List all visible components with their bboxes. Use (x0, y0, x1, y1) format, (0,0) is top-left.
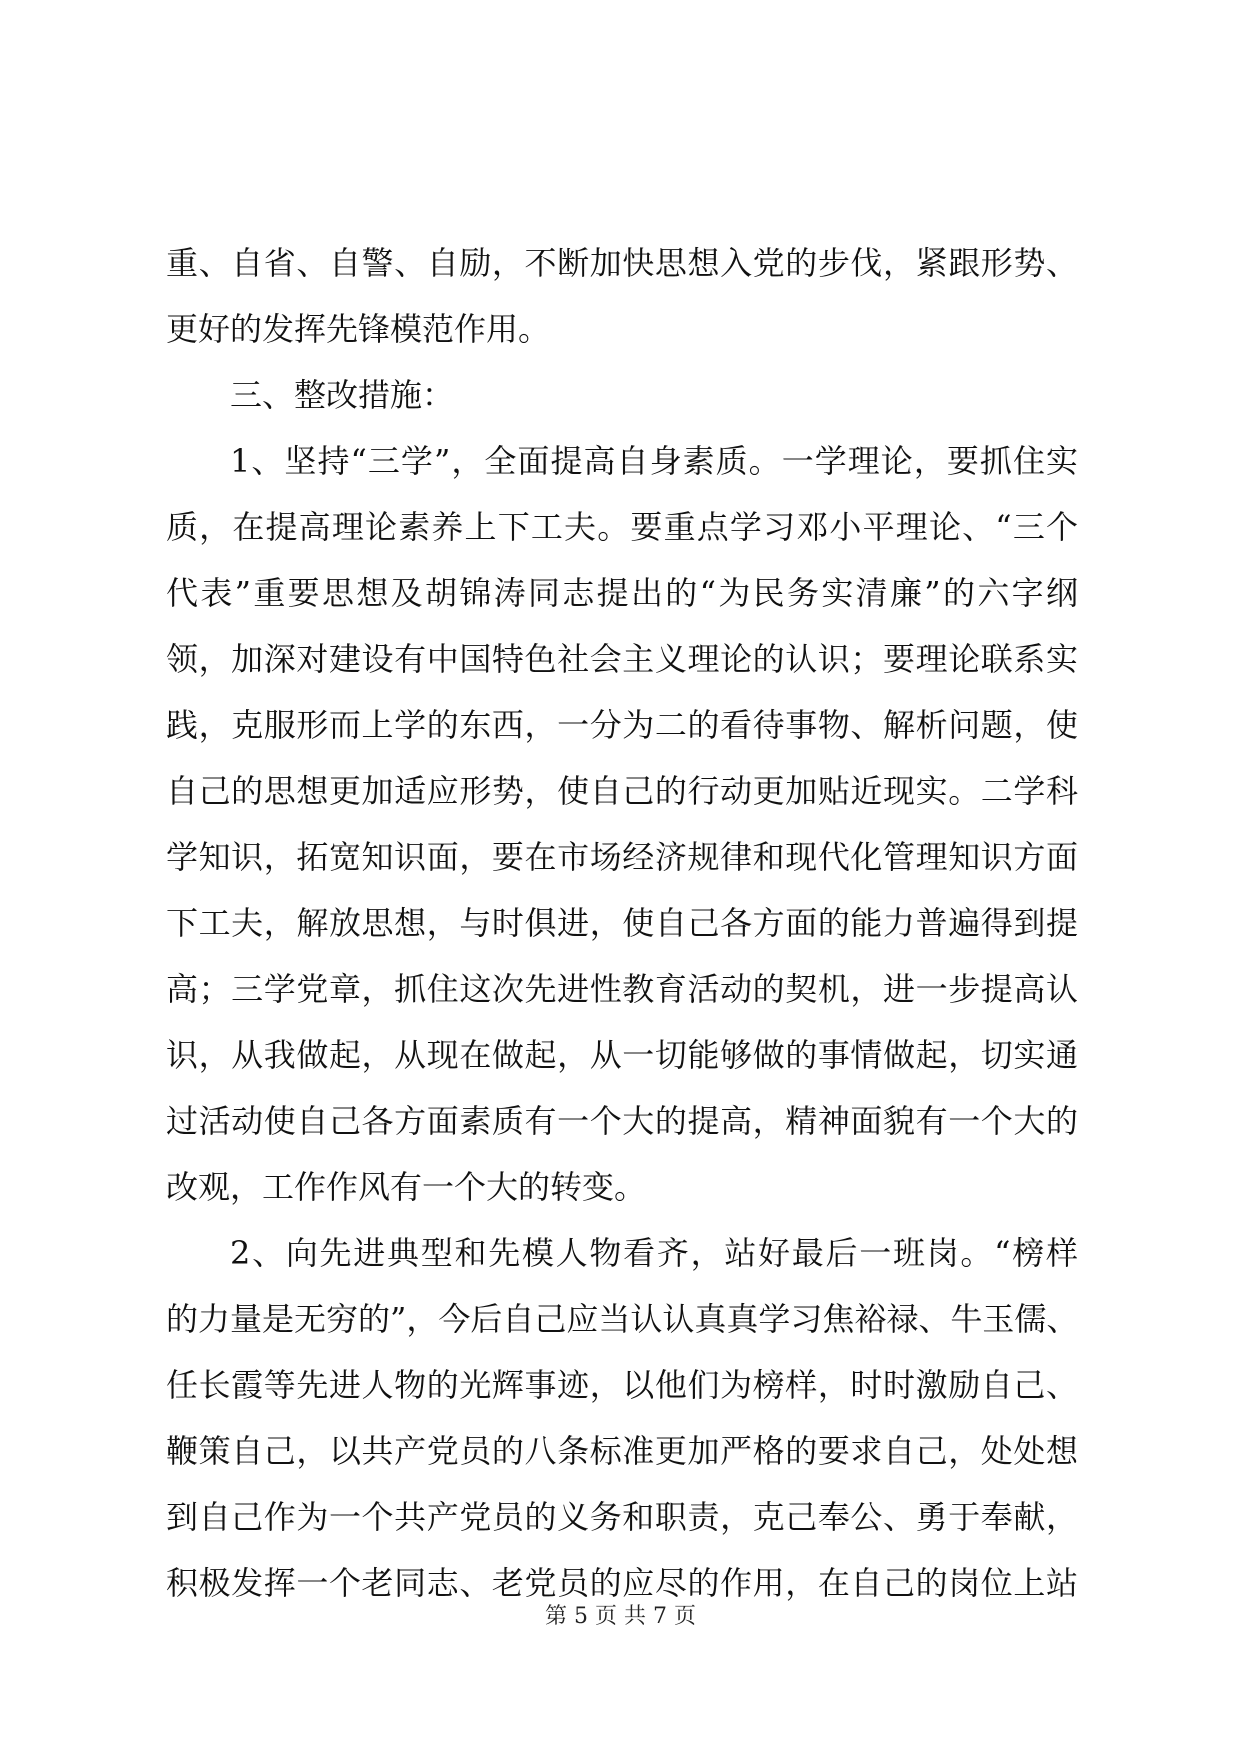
page-number-footer: 第 5 页 共 7 页 (545, 1604, 696, 1629)
text-line: 任长霞等先进人物的光辉事迹，以他们为榜样，时时激励自己、 (166, 1366, 1078, 1404)
text-line: 的力量是无穷的”，今后自己应当认认真真学习焦裕禄、牛玉儒、 (166, 1300, 1078, 1338)
text-line: 践，克服形而上学的东西，一分为二的看待事物、解析问题，使 (166, 706, 1078, 744)
text-line: 到自己作为一个共产党员的义务和职责，克己奉公、勇于奉献， (166, 1498, 1078, 1536)
text-line: 领，加深对建设有中国特色社会主义理论的认识；要理论联系实 (166, 640, 1078, 678)
text-line: 重、自省、自警、自励，不断加快思想入党的步伐，紧跟形势、 (166, 244, 1078, 282)
text-line: 改观，工作作风有一个大的转变。 (166, 1168, 647, 1206)
text-line: 过活动使自己各方面素质有一个大的提高，精神面貌有一个大的 (166, 1102, 1078, 1140)
document-body (166, 230, 1078, 1616)
text-line: 高；三学党章，抓住这次先进性教育活动的契机，进一步提高认 (166, 970, 1078, 1008)
section-heading: 三、整改措施： (230, 376, 455, 414)
text-line: 质，在提高理论素养上下工夫。要重点学习邓小平理论、“三个 (166, 508, 1078, 546)
text-line: 积极发挥一个老同志、老党员的应尽的作用，在自己的岗位上站 (166, 1564, 1078, 1602)
text-line: 学知识，拓宽知识面，要在市场经济规律和现代化管理知识方面 (166, 838, 1078, 876)
text-line: 代表”重要思想及胡锦涛同志提出的“为民务实清廉”的六字纲 (166, 574, 1078, 612)
text-line: 鞭策自己，以共产党员的八条标准更加严格的要求自己，处处想 (166, 1432, 1078, 1470)
text-line: 更好的发挥先锋模范作用。 (166, 310, 551, 348)
text-line: 2、向先进典型和先模人物看齐，站好最后一班岗。“榜样 (230, 1234, 1078, 1272)
text-line: 自己的思想更加适应形势，使自己的行动更加贴近现实。二学科 (166, 772, 1078, 810)
text-line: 1、坚持“三学”，全面提高自身素质。一学理论，要抓住实 (230, 442, 1078, 480)
text-line: 识，从我做起，从现在做起，从一切能够做的事情做起，切实通 (166, 1036, 1078, 1074)
text-line: 下工夫，解放思想，与时俱进，使自己各方面的能力普遍得到提 (166, 904, 1078, 942)
